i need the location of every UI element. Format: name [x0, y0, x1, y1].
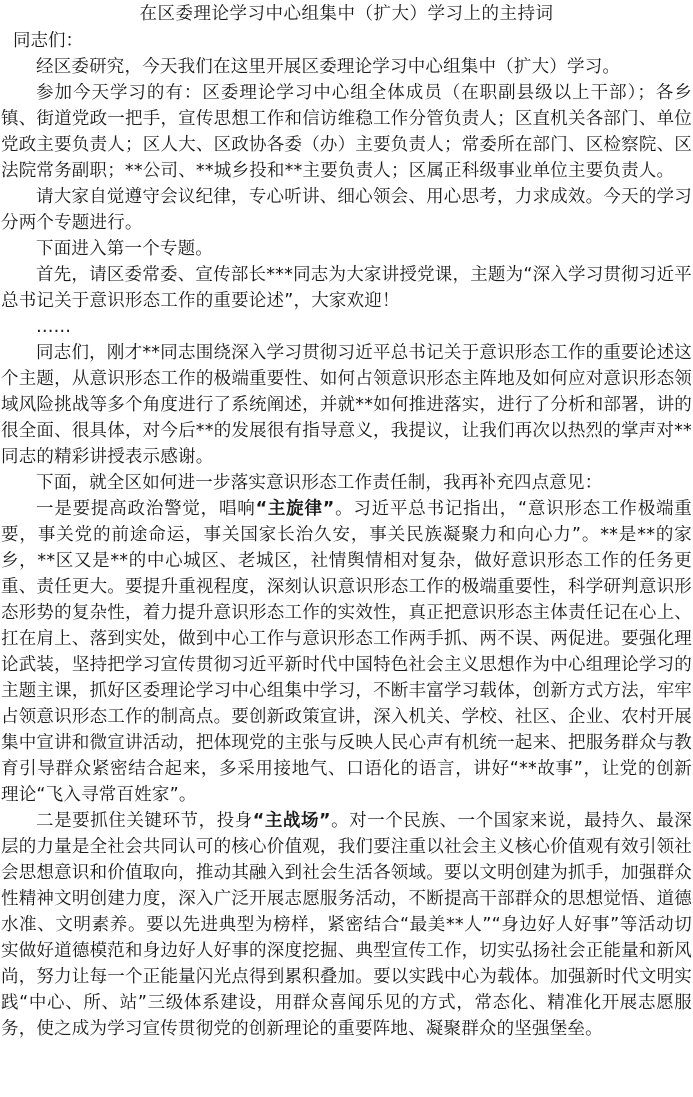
lecture-summary-paragraph: 同志们，刚才**同志围绕深入学习贯彻习近平总书记关于意识形态工作的重要论述这个主题，从意识形态工作的极端重要性、如何占领意识形态主阵地及如何应对意识形态领域风险挑战等多个角度进行了系统阐述，并就**如何推进落实，进行了分析和部署，讲的很全面、很具体，对今后**的发展很有指导意义，我提议，让我们再次以热烈的掌声对**同志的精彩讲授表示感谢。 [1, 343, 692, 467]
point-two-paragraph [1, 808, 692, 1042]
point-one-lead: 一是要提高政治警觉，唱响 [36, 499, 256, 519]
salutation: 同志们： [13, 31, 83, 51]
four-points-intro-paragraph: 下面，就全区如何进一步落实意识形态工作责任制，我再补充四点意见： [36, 473, 603, 493]
attendees-paragraph: 参加今天学习的有：区委理论学习中心组全体成员（在职副县级以上干部）；各乡镇、街道党政一把手，宣传思想工作和信访维稳工作分管负责人；区直机关各部门、单位党政主要负责人；区人大、区政协各委（办）主要负责人；常委所在部门、区检察院、区法院常务副职；**公司、**城乡投和**主要负责人；区属正科级事业单位主要负责人。 [1, 83, 692, 181]
point-one-keyword: “主旋律” [255, 499, 335, 519]
point-one-paragraph [1, 496, 692, 808]
point-two-lead: 二是要抓住关键环节，投身 [36, 811, 253, 831]
discipline-paragraph: 请大家自觉遵守会议纪律，专心听讲、细心领会、用心思考，力求成效。今天的学习分两个专题进行。 [1, 187, 692, 233]
opening-paragraph-1: 经区委研究，今天我们在这里开展区委理论学习中心组集中（扩大）学习。 [36, 57, 621, 77]
ellipsis-line: …… [36, 317, 71, 337]
document-title: 在区委理论学习中心组集中（扩大）学习上的主持词 [139, 4, 554, 24]
point-one-body: 。习近平总书记指出，“意识形态工作极端重要，事关党的前途命运，事关国家长治久安，事关民族凝聚力和向心力”。**是**的家乡，**区又是**的中心城区、老城区，社情舆情相对复杂，做好意识形态工作的任务更重、责任更大。要提升重视程度，深刻认识意识形态工作的极端重要性，科学研判意识形态形势的复杂性，着力提升意识形态工作的实效性，真正把意识形态主体责任记在心上、扛在肩上、落到实处，做到中心工作与意识形态工作两手抓、两不误、两促进。要强化理论武装，坚持把学习宣传贯彻习近平新时代中国特色社会主义思想作为中心组理论学习的主题主课，抓好区委理论学习中心组集中学习，不断丰富学习载体，创新方式方法，牢牢占领意识形态工作的制高点。要创新政策宣讲，深入机关、学校、社区、企业、农村开展集中宣讲和微宣讲活动，把体现党的主张与反映人民心声有机统一起来、把服务群众与教育引导群众紧密结合起来，多采用接地气、口语化的语言，讲好“**故事”，让党的创新理论“飞入寻常百姓家”。 [1, 499, 692, 805]
lecture-intro-paragraph: 首先，请区委常委、宣传部长***同志为大家讲授党课，主题为“深入学习贯彻习近平总书记关于意识形态工作的重要论述”，大家欢迎！ [1, 265, 692, 311]
point-two-keyword: “主战场” [252, 811, 331, 831]
first-topic-paragraph: 下面进入第一个专题。 [36, 239, 213, 259]
point-two-body: 。对一个民族、一个国家来说，最持久、最深层的力量是全社会共同认可的核心价值观，我们要注重以社会主义核心价值观有效引领社会思想意识和价值取向，推动其融入到社会生活各领域。要以文明创建为抓手，加强群众性精神文明创建力度，深入广泛开展志愿服务活动，不断提高干部群众的思想觉悟、道德水准、文明素养。要以先进典型为榜样，紧密结合“最美**人”“身边好人好事”等活动切实做好道德模范和身边好人好事的深度挖掘、典型宣传工作，切实弘扬社会正能量和新风尚，努力让每一个正能量闪光点得到累积叠加。要以实践中心为载体。加强新时代文明实践“中心、所、站”三级体系建设，用群众喜闻乐见的方式，常态化、精准化开展志愿服务，使之成为学习宣传贯彻党的创新理论的重要阵地、凝聚群众的坚强堡垒。 [1, 811, 692, 1039]
